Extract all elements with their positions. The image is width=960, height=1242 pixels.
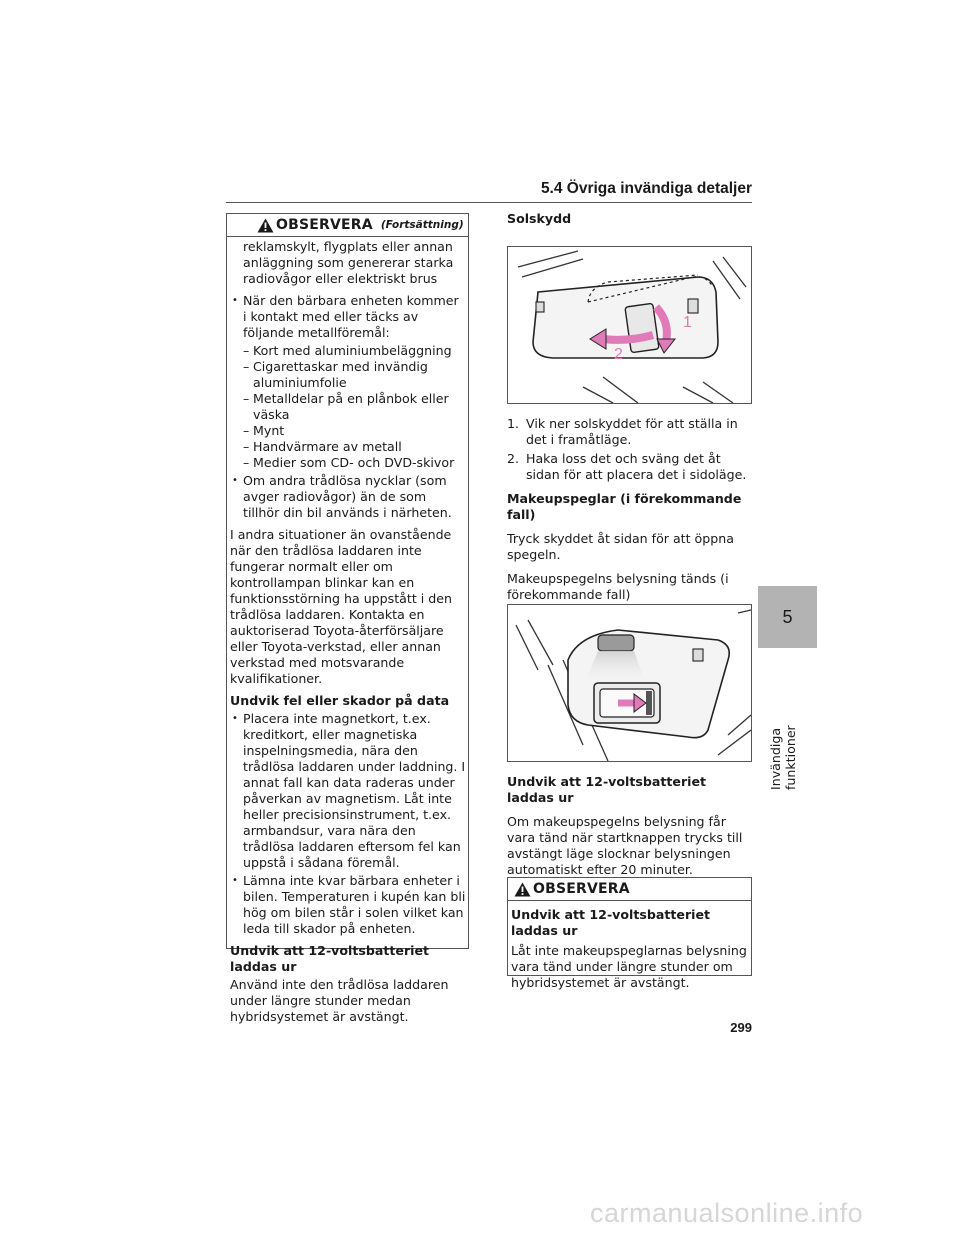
caution-paragraph-battery: Använd inte den trådlösa laddaren under längre stunder medan hybridsystemet är avstängt. (230, 977, 449, 1024)
caution2-header (508, 878, 751, 901)
chapter-number: 5 (782, 606, 793, 627)
caution-header (227, 214, 468, 237)
mirrors-text-light: Makeupspegelns belysning tänds (i förekommande fall) (507, 571, 729, 602)
mirrors-title: Makeupspeglar (i förekommande fall) (507, 491, 742, 522)
dash-item-4: – Mynt (230, 423, 466, 439)
heading-battery-drain: Undvik att 12-voltsbatteriet laddas ur (230, 943, 430, 974)
caution-label: OBSERVERA (276, 217, 373, 233)
dash-item-6: – Medier som CD- och DVD-skivor (230, 455, 466, 471)
step-1-number: 1. (507, 416, 520, 431)
callout-1: 1 (683, 314, 692, 331)
battery-heading: Undvik att 12-voltsbatteriet laddas ur (507, 774, 707, 805)
dash-item-5: – Handvärmare av metall (230, 439, 466, 455)
sunvisor-illustration (508, 247, 751, 403)
chapter-tab (758, 586, 817, 648)
caution2-text: Låt inte makeupspeglarnas belysning vara tänd under längre stunder om hybridsystemet är avstängt. (511, 943, 747, 990)
caution2-label: OBSERVERA (533, 881, 630, 897)
sunvisor-title: Solskydd (507, 211, 572, 226)
step-1 (507, 416, 752, 448)
step-2-text: Haka loss det och sväng det åt sidan för att placera det i sidoläge. (526, 451, 747, 482)
callout-2: 2 (614, 346, 623, 363)
caution2-body (508, 901, 751, 991)
dash-item-1: – Kort med aluminiumbeläggning (230, 343, 466, 359)
caution-paragraph-malfunction: I andra situationer än ovanstående när den trådlösa laddaren inte fungerar normalt eller om kontrollampan blinkar kan en funktionsstörning ha uppstått i den trådlösa laddaren. Kontakta en auktoriserad Toyota-återförsäljare eller Toyota-verkstad, eller annan verkstad med motsvarande kvalifikationer. (230, 527, 452, 686)
sunvisor-steps (507, 416, 752, 609)
caution-box-continued (226, 213, 469, 1024)
step-2-number: 2. (507, 451, 520, 466)
mirror-illustration (508, 605, 751, 761)
battery-text: Om makeupspegelns belysning får vara tänd när startknappen trycks till avstängt läge slocknar belysningen automatiskt efter 20 minuter. (507, 814, 743, 877)
mirror-figure (507, 604, 752, 762)
mirrors-text-open: Tryck skyddet åt sidan för att öppna spegeln. (507, 531, 734, 562)
warning-triangle-icon (257, 218, 274, 233)
caution-box-battery (507, 877, 752, 990)
section-header-title: 5.4 Övriga invändiga detaljer (540, 180, 752, 197)
caution2-heading: Undvik att 12-voltsbatteriet laddas ur (511, 907, 711, 938)
caution-bullet-heat: • Lämna inte kvar bärbara enheter i bilen. Temperaturen i kupén kan bli hög om bilen står i solen vilket kan leda till skador på enheten. (230, 873, 466, 937)
warning-triangle-icon (514, 882, 531, 897)
sunvisor-figure (507, 246, 752, 404)
header-divider (226, 202, 752, 203)
page-number: 299 (730, 1020, 752, 1035)
caution-bullet-other-keys: • Om andra trådlösa nycklar (som avger radiovågor) än de som tillhör din bil används i närheten. (230, 473, 466, 521)
swing-side-arrow (603, 335, 653, 340)
watermark: carmanualsonline.info (590, 1198, 864, 1228)
caution-bullet-magnetic: • Placera inte magnetkort, t.ex. kreditkort, eller magnetiska inspelningsmedia, nära den trådlösa laddaren under laddning. I annat fall kan data raderas under påverkan av magnetism. Låt inte heller precisionsinstrument, t.ex. armbandsur, vara nära den trådlösa laddaren eftersom fel kan uppstå i sådana föremål. (230, 711, 466, 871)
heading-data-damage: Undvik fel eller skador på data (230, 693, 450, 708)
dash-item-3: – Metalldelar på en plånbok eller väska (230, 391, 466, 423)
dash-item-2: – Cigarettaskar med invändig aluminiumfolie (230, 359, 466, 391)
caution-body (230, 239, 466, 1031)
battery-section (507, 774, 752, 884)
caution-sublabel: (Fortsättning) (380, 219, 464, 231)
step-1-text: Vik ner solskyddet för att ställa in det i framåtläge. (526, 416, 738, 447)
caution-lead-text: reklamskylt, flygplats eller annan anläggning som genererar starka radiovågor eller elektriskt brus (243, 239, 454, 286)
caution-bullet-metal: • När den bärbara enheten kommer i kontakt med eller täcks av följande metallföremål: (230, 293, 466, 341)
chapter-title-vertical: Invändiga funktioner (768, 725, 798, 790)
step-2 (507, 451, 752, 483)
